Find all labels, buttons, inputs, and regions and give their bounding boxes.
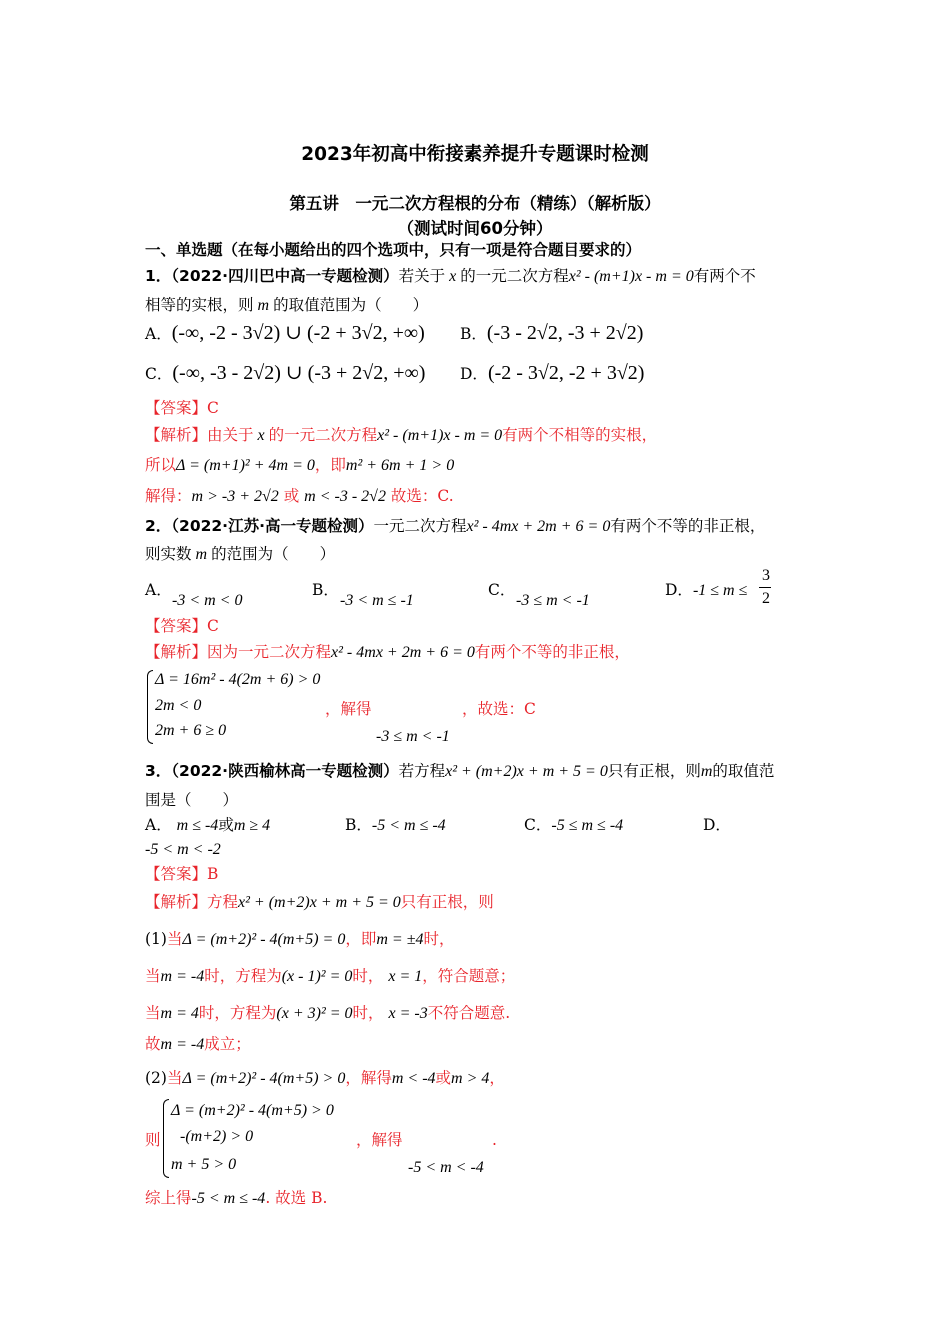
analysis-text: 方程 bbox=[207, 893, 239, 911]
analysis-equation: -5 < m ≤ -4 bbox=[191, 1190, 266, 1207]
analysis-equation: (x - 1)² = 0 bbox=[281, 968, 353, 985]
analysis-text: . 故选 B. bbox=[265, 1189, 328, 1207]
q2-option-c[interactable] bbox=[488, 580, 515, 600]
analysis-text: 因为一元二次方程 bbox=[207, 643, 332, 661]
analysis-text: 或 bbox=[435, 1069, 452, 1087]
answer-tag: 【答案】 bbox=[145, 865, 208, 883]
q1-analysis-line2 bbox=[145, 455, 454, 476]
analysis-text: 有两个不相等的实根， bbox=[502, 426, 658, 444]
analysis-text: ，解得 bbox=[356, 1131, 403, 1149]
q3-case2-line1 bbox=[145, 1068, 505, 1089]
analysis-equation: (x + 3)² = 0 bbox=[276, 1005, 353, 1022]
analysis-equation: m < -3 - 2√2 bbox=[304, 488, 386, 505]
q1-analysis-line3 bbox=[145, 486, 454, 507]
option-label: D． bbox=[665, 581, 693, 599]
analysis-equation: -3 ≤ m < -1 bbox=[376, 728, 450, 745]
case-label: (1) bbox=[145, 930, 167, 948]
option-value: -5 ≤ m ≤ -4 bbox=[551, 817, 624, 834]
option-text: 或 bbox=[218, 816, 234, 834]
system-line-3: 2m + 6 ≥ 0 bbox=[155, 722, 227, 739]
analysis-text: . bbox=[492, 1131, 497, 1149]
q1-text: 有两个不 bbox=[693, 267, 756, 285]
answer-tag: 【答案】 bbox=[145, 617, 208, 635]
option-label: C． bbox=[488, 581, 516, 599]
q2-text: 一元二次方程 bbox=[373, 517, 467, 535]
analysis-text: 故选：C. bbox=[390, 487, 454, 505]
q2-option-b-value: -3 < m ≤ -1 bbox=[340, 592, 414, 609]
q1-option-c[interactable] bbox=[145, 363, 425, 384]
q3-case1-line1 bbox=[145, 929, 455, 950]
analysis-text: 时， bbox=[352, 1004, 384, 1022]
page-title: 2023年初高中衔接素养提升专题课时检测 bbox=[301, 144, 649, 165]
q1-option-a[interactable] bbox=[145, 323, 425, 344]
system-line-2: -(m+2) > 0 bbox=[180, 1128, 254, 1145]
q2-text: 的范围为（ ） bbox=[211, 545, 336, 563]
q2-option-a-value: -3 < m < 0 bbox=[172, 592, 243, 609]
option-label: A． bbox=[145, 816, 172, 834]
analysis-equation: Δ = (m+2)² - 4(m+5) > 0 bbox=[182, 1070, 346, 1087]
analysis-text: 所以 bbox=[145, 456, 177, 474]
fraction-denominator: 2 bbox=[762, 590, 770, 607]
analysis-text: 当 bbox=[145, 1004, 161, 1022]
analysis-text: ， bbox=[489, 1069, 505, 1087]
analysis-tag: 【解析】 bbox=[145, 893, 208, 911]
analysis-text: 故 bbox=[145, 1035, 161, 1053]
q3-case1-line3 bbox=[145, 1003, 510, 1024]
q3-source: （2022·陕西榆林高一专题检测） bbox=[171, 762, 399, 780]
q1-stem-line1: 1．（2022·四川巴中高一专题检测）若关于 x 的一元二次方程x² - (m+1)x - m = 0有两个不 bbox=[145, 267, 756, 285]
q3-option-b[interactable] bbox=[345, 815, 446, 836]
q3-option-d[interactable] bbox=[703, 815, 731, 835]
section-heading: 一、单选题（在每小题给出的四个选项中，只有一项是符合题目要求的） bbox=[145, 241, 642, 259]
option-label: A． bbox=[145, 581, 172, 599]
q1-text: 相等的实根，则 bbox=[145, 296, 254, 314]
q3-text: 只有正根，则 bbox=[607, 762, 701, 780]
answer-value: B bbox=[207, 865, 219, 883]
option-label: D． bbox=[703, 816, 731, 834]
q2-option-c-value: -3 ≤ m < -1 bbox=[516, 592, 590, 609]
option-value: -5 < m ≤ -4 bbox=[371, 817, 446, 834]
analysis-equation: Δ = (m+2)² - 4(m+5) = 0 bbox=[182, 931, 346, 948]
q3-final-conclusion bbox=[145, 1188, 327, 1209]
system-line-2: 2m < 0 bbox=[155, 697, 202, 714]
analysis-text: 或 bbox=[283, 487, 300, 505]
option-value: (-∞, -2 - 3√2) ∪ (-2 + 3√2, +∞) bbox=[171, 322, 425, 344]
analysis-equation: m² + 6m + 1 > 0 bbox=[345, 457, 455, 474]
answer-tag: 【答案】 bbox=[145, 399, 208, 417]
q2-text: 则实数 bbox=[145, 545, 192, 563]
analysis-text: ，符合题意； bbox=[422, 967, 516, 985]
option-label: B． bbox=[312, 581, 339, 599]
analysis-text: ，解得 bbox=[345, 1069, 392, 1087]
q1-equation: x² - (m+1)x - m = 0 bbox=[568, 268, 694, 285]
option-value: m ≤ -4 bbox=[176, 817, 219, 834]
q3-answer bbox=[145, 864, 218, 884]
analysis-text: 当 bbox=[166, 930, 183, 948]
analysis-text: ，解得 bbox=[325, 700, 372, 718]
q1-analysis-line1: 【解析】由关于 x 的一元二次方程x² - (m+1)x - m = 0有两个不相等的实根， bbox=[145, 426, 658, 444]
q2-stem-line1 bbox=[145, 516, 765, 537]
option-label: C． bbox=[145, 365, 173, 383]
analysis-text: 不符合题意. bbox=[427, 1004, 511, 1022]
analysis-text: 解得： bbox=[145, 487, 192, 505]
q2-option-b[interactable] bbox=[312, 580, 339, 600]
analysis-text: 只有正根，则 bbox=[400, 893, 494, 911]
lecture-subtitle: 第五讲 一元二次方程根的分布（精练）（解析版） bbox=[289, 194, 661, 213]
analysis-text: ，即 bbox=[314, 456, 346, 474]
analysis-equation: -5 < m < -4 bbox=[408, 1159, 484, 1176]
q3-number: 3． bbox=[145, 762, 172, 780]
q1-stem-line2: 相等的实根，则 m 的取值范围为（ ） bbox=[145, 296, 429, 314]
option-value: (-3 - 2√2, -3 + 2√2) bbox=[486, 322, 644, 344]
analysis-text: 有两个不等的非正根， bbox=[474, 643, 630, 661]
answer-value: C bbox=[207, 399, 219, 417]
q2-number: 2． bbox=[145, 517, 172, 535]
analysis-equation: m < -4 bbox=[391, 1070, 436, 1087]
q2-equation: x² - 4mx + 2m + 6 = 0 bbox=[466, 518, 611, 535]
analysis-equation: x = 1 bbox=[388, 968, 423, 985]
analysis-text: 时， bbox=[423, 930, 455, 948]
analysis-text: ，故选：C bbox=[462, 700, 536, 718]
q3-text: 的取值范 bbox=[712, 762, 775, 780]
analysis-equation: x = -3 bbox=[388, 1005, 428, 1022]
analysis-equation: x² + (m+2)x + m + 5 = 0 bbox=[238, 894, 401, 911]
option-value: -1 ≤ m ≤ bbox=[692, 582, 748, 599]
q3-equation: x² + (m+2)x + m + 5 = 0 bbox=[445, 763, 608, 780]
option-label: A． bbox=[145, 325, 172, 343]
analysis-text: 综上得 bbox=[145, 1189, 192, 1207]
analysis-equation: m = ±4 bbox=[376, 931, 424, 948]
option-value: m ≥ 4 bbox=[233, 817, 271, 834]
system-brace bbox=[147, 670, 153, 744]
analysis-equation: Δ = (m+1)² + 4m = 0 bbox=[176, 457, 315, 474]
option-label: B． bbox=[460, 325, 487, 343]
fraction-bar bbox=[759, 587, 771, 588]
q2-option-a[interactable] bbox=[145, 580, 172, 600]
analysis-text: 成立； bbox=[204, 1035, 251, 1053]
system-line-1: Δ = (m+2)² - 4(m+5) > 0 bbox=[171, 1102, 334, 1119]
q1-text: 的一元二次方程 bbox=[460, 267, 569, 285]
analysis-text: 当 bbox=[166, 1069, 183, 1087]
q1-option-d[interactable] bbox=[460, 363, 644, 384]
analysis-text: 则 bbox=[145, 1131, 161, 1149]
option-value: (-2 - 3√2, -2 + 3√2) bbox=[487, 362, 645, 384]
q3-analysis-line1 bbox=[145, 892, 494, 913]
q3-option-c[interactable] bbox=[524, 815, 623, 836]
q3-stem-line1: 3．（2022·陕西榆林高一专题检测）若方程x² + (m+2)x + m + 5 = 0只有正根，则m的取值范 bbox=[145, 762, 775, 780]
system-line-3: m + 5 > 0 bbox=[171, 1156, 237, 1173]
q2-source: （2022·江苏·高一专题检测） bbox=[171, 517, 374, 535]
q3-case1-line2 bbox=[145, 966, 515, 987]
option-label: C． bbox=[524, 816, 552, 834]
q3-case1-conclusion bbox=[145, 1034, 251, 1055]
q1-answer bbox=[145, 398, 219, 418]
analysis-text: 由关于 bbox=[207, 426, 254, 444]
option-label: B． bbox=[345, 816, 372, 834]
analysis-equation: x² - (m+1)x - m = 0 bbox=[377, 427, 503, 444]
q2-option-d[interactable] bbox=[665, 580, 747, 601]
answer-value: C bbox=[207, 617, 219, 635]
analysis-text: ，即 bbox=[345, 930, 377, 948]
analysis-equation: x² - 4mx + 2m + 6 = 0 bbox=[331, 644, 475, 661]
q2-analysis-line1 bbox=[145, 642, 630, 663]
analysis-text: 时，方程为 bbox=[198, 1004, 277, 1022]
q3-stem-line2: 围是（ ） bbox=[145, 791, 239, 809]
q3-option-d-value: -5 < m < -2 bbox=[145, 841, 221, 858]
analysis-text: 的一元二次方程 bbox=[268, 426, 378, 444]
analysis-equation: m = -4 bbox=[160, 1036, 205, 1053]
q1-option-b[interactable] bbox=[460, 323, 643, 344]
q1-number: 1． bbox=[145, 267, 172, 285]
q1-source: （2022·四川巴中高一专题检测） bbox=[171, 267, 399, 285]
fraction-numerator: 3 bbox=[762, 567, 770, 584]
analysis-equation: m > -3 + 2√2 bbox=[191, 488, 279, 505]
test-time: （测试时间60分钟） bbox=[397, 219, 553, 238]
analysis-text: 时， bbox=[352, 967, 384, 985]
q1-text: 的取值范围为（ ） bbox=[273, 296, 429, 314]
analysis-text: 当 bbox=[145, 967, 161, 985]
option-label: D． bbox=[460, 365, 488, 383]
analysis-text: 时，方程为 bbox=[204, 967, 282, 985]
case-label: (2) bbox=[145, 1069, 167, 1087]
q2-answer bbox=[145, 616, 219, 636]
q3-option-a[interactable] bbox=[145, 815, 270, 836]
analysis-tag: 【解析】 bbox=[145, 426, 208, 444]
option-value: (-∞, -3 - 2√2) ∪ (-3 + 2√2, +∞) bbox=[172, 362, 426, 384]
analysis-equation: m > 4 bbox=[451, 1070, 490, 1087]
analysis-equation: m = 4 bbox=[160, 1005, 199, 1022]
q2-text: 有两个不等的非正根， bbox=[610, 517, 766, 535]
analysis-equation: m = -4 bbox=[160, 968, 205, 985]
q1-text: 若关于 bbox=[398, 267, 446, 285]
system-line-1: Δ = 16m² - 4(2m + 6) > 0 bbox=[155, 671, 321, 688]
system-brace bbox=[163, 1099, 169, 1178]
q2-stem-line2: 则实数 m 的范围为（ ） bbox=[145, 545, 336, 563]
analysis-tag: 【解析】 bbox=[145, 643, 208, 661]
q3-text: 若方程 bbox=[398, 762, 446, 780]
